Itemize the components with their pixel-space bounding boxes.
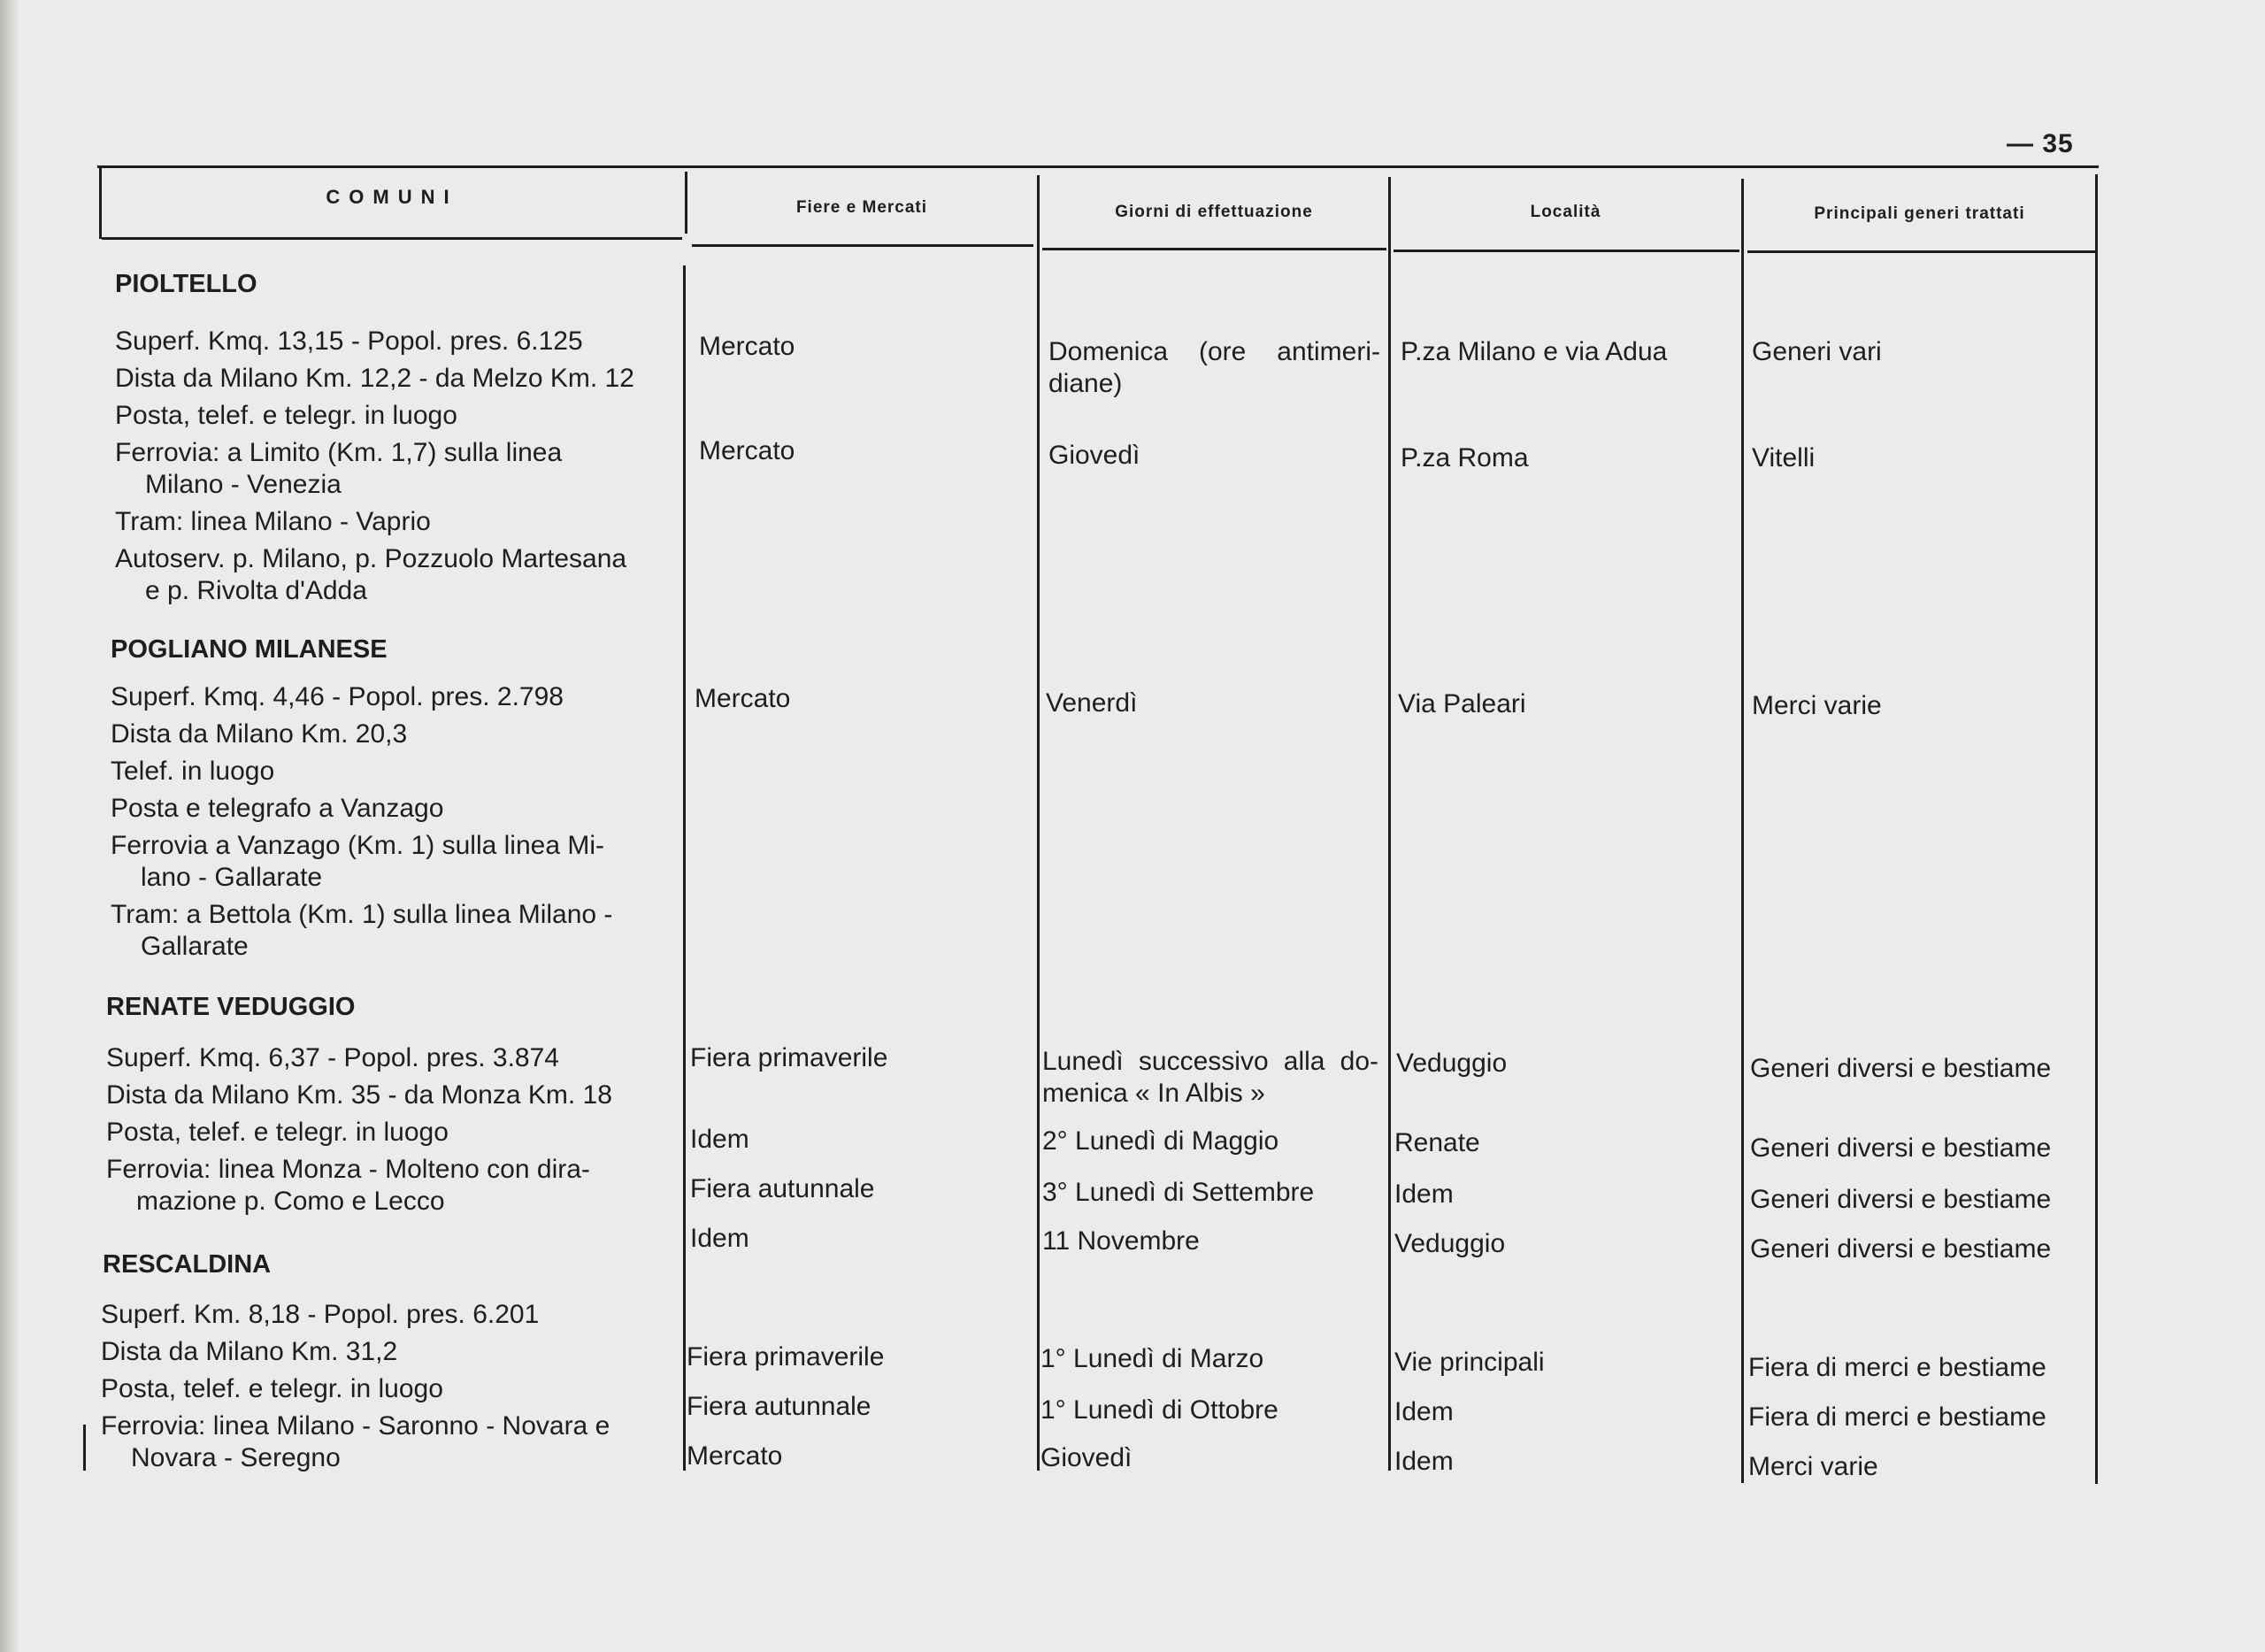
fiera-cell: Mercato [695, 684, 791, 713]
info-line: Ferrovia: linea Milano - Saronno - Novara e Novara - Seregno [101, 1411, 610, 1472]
generi-cell: Fiera di merci e bestiame [1748, 1353, 2046, 1382]
info-line: Dista da Milano Km. 20,3 [111, 719, 408, 749]
column-rule-3 [1388, 177, 1391, 1471]
generi-cell: Vitelli [1752, 443, 1816, 473]
column-rule-2 [1037, 175, 1040, 1471]
giorno-cell: Venerdì [1046, 688, 1138, 718]
comune-name: PIOLTELLO [115, 270, 257, 298]
comune-info-list [101, 1299, 654, 1479]
column-rule-1 [685, 172, 687, 234]
info-line: Superf. Kmq. 13,15 - Popol. pres. 6.125 [115, 327, 583, 356]
generi-cell: Generi diversi e bestiame [1750, 1234, 2052, 1264]
localita-cell: P.za Roma [1401, 443, 1529, 473]
header-bottom-rule-localita [1394, 250, 1739, 252]
fiera-cell: Idem [690, 1125, 749, 1154]
generi-cell: Generi diversi e bestiame [1750, 1185, 2052, 1214]
info-line: Ferrovia a Vanzago (Km. 1) sulla linea Mi- lano - Gallarate [111, 831, 604, 892]
page-number: — 35 [2007, 129, 2074, 158]
localita-cell: Via Paleari [1398, 689, 1526, 718]
info-line: Superf. Kmq. 4,46 - Popol. pres. 2.798 [111, 682, 564, 711]
localita-cell: Renate [1394, 1128, 1480, 1157]
localita-cell: Veduggio [1396, 1049, 1508, 1078]
generi-cell: Generi diversi e bestiame [1750, 1054, 2052, 1083]
giorno-cell: 1° Lunedì di Ottobre [1040, 1395, 1278, 1425]
fiera-cell: Fiera primaverile [690, 1043, 888, 1072]
fiera-cell: Mercato [699, 436, 795, 465]
info-line: Superf. Kmq. 6,37 - Popol. pres. 3.874 [106, 1043, 559, 1072]
generi-cell: Fiera di merci e bestiame [1748, 1402, 2046, 1432]
giorno-cell: Domenica (ore antimeri- diane) [1048, 337, 1380, 398]
generi-cell: Generi vari [1752, 337, 1882, 366]
localita-cell: Veduggio [1394, 1229, 1506, 1258]
localita-cell: Idem [1394, 1179, 1454, 1209]
header-localita: Località [1530, 203, 1601, 221]
fiera-cell: Idem [690, 1224, 749, 1253]
info-line: Posta, telef. e telegr. in luogo [101, 1374, 443, 1403]
fiera-cell: Fiera primaverile [687, 1342, 885, 1372]
generi-cell: Merci varie [1748, 1452, 1878, 1481]
localita-cell: P.za Milano e via Adua [1401, 337, 1668, 366]
info-line: Tram: a Bettola (Km. 1) sulla linea Milano - Gallarate [111, 900, 613, 961]
header-bottom-rule-giorni [1042, 248, 1386, 250]
giorno-cell: 11 Novembre [1042, 1226, 1200, 1256]
generi-cell: Merci varie [1752, 691, 1882, 720]
header-fiere-mercati: Fiere e Mercati [795, 198, 928, 217]
comune-info-list [111, 681, 664, 968]
giorno-cell: 3° Lunedì di Settembre [1042, 1178, 1315, 1207]
giorno-cell: Giovedì [1040, 1443, 1132, 1472]
generi-cell: Generi diversi e bestiame [1750, 1133, 2052, 1163]
info-line: Dista da Milano Km. 35 - da Monza Km. 18 [106, 1080, 612, 1110]
column-rule-1-body [683, 265, 686, 1471]
column-rule-right [2095, 174, 2098, 1484]
giorno-cell: 2° Lunedì di Maggio [1042, 1126, 1279, 1156]
info-line: Autoserv. p. Milano, p. Pozzuolo Martesana e p. Rivolta d'Adda [115, 544, 627, 605]
page-edge-shadow [0, 0, 19, 1652]
info-line: Dista da Milano Km. 31,2 [101, 1337, 398, 1366]
header-giorni: Giorni di effettuazione [1115, 203, 1313, 221]
comune-info-list [106, 1042, 659, 1223]
localita-cell: Vie principali [1394, 1348, 1545, 1377]
giorno-cell: 1° Lunedì di Marzo [1040, 1344, 1264, 1373]
header-comuni: COMUNI [326, 186, 458, 208]
table-top-rule [97, 165, 2099, 168]
info-line: Posta, telef. e telegr. in luogo [115, 401, 457, 430]
info-line: Ferrovia: a Limito (Km. 1,7) sulla linea Milano - Venezia [115, 438, 563, 499]
fiera-cell: Mercato [699, 332, 795, 361]
info-line: Posta, telef. e telegr. in luogo [106, 1118, 449, 1147]
fiera-cell: Fiera autunnale [687, 1392, 871, 1421]
header-bottom-rule-fiere [692, 244, 1033, 247]
header-bottom-rule-comuni [102, 237, 682, 240]
comune-name: RESCALDINA [103, 1250, 272, 1279]
header-bottom-rule-generi [1747, 250, 2095, 253]
info-line: Superf. Km. 8,18 - Popol. pres. 6.201 [101, 1300, 540, 1329]
info-line: Ferrovia: linea Monza - Molteno con dira- mazione p. Como e Lecco [106, 1155, 590, 1216]
header-generi: Principali generi trattati [1814, 204, 2025, 223]
localita-cell: Idem [1394, 1447, 1454, 1476]
comune-name: POGLIANO MILANESE [111, 635, 388, 664]
info-line: Telef. in luogo [111, 757, 275, 786]
comuni-bottom-rule-stub [83, 1425, 86, 1471]
giorno-cell: Lunedì successivo alla do- menica « In Albis » [1042, 1047, 1378, 1108]
comune-name: RENATE VEDUGGIO [106, 993, 356, 1021]
column-rule-4 [1741, 179, 1744, 1483]
fiera-cell: Mercato [687, 1441, 783, 1471]
localita-cell: Idem [1394, 1397, 1454, 1426]
info-line: Posta e telegrafo a Vanzago [111, 794, 444, 823]
info-line: Dista da Milano Km. 12,2 - da Melzo Km. 12 [115, 364, 634, 393]
fiera-cell: Fiera autunnale [690, 1174, 875, 1203]
comune-info-list [115, 326, 668, 612]
giorno-cell: Giovedì [1048, 441, 1140, 470]
info-line: Tram: linea Milano - Vaprio [115, 507, 431, 536]
